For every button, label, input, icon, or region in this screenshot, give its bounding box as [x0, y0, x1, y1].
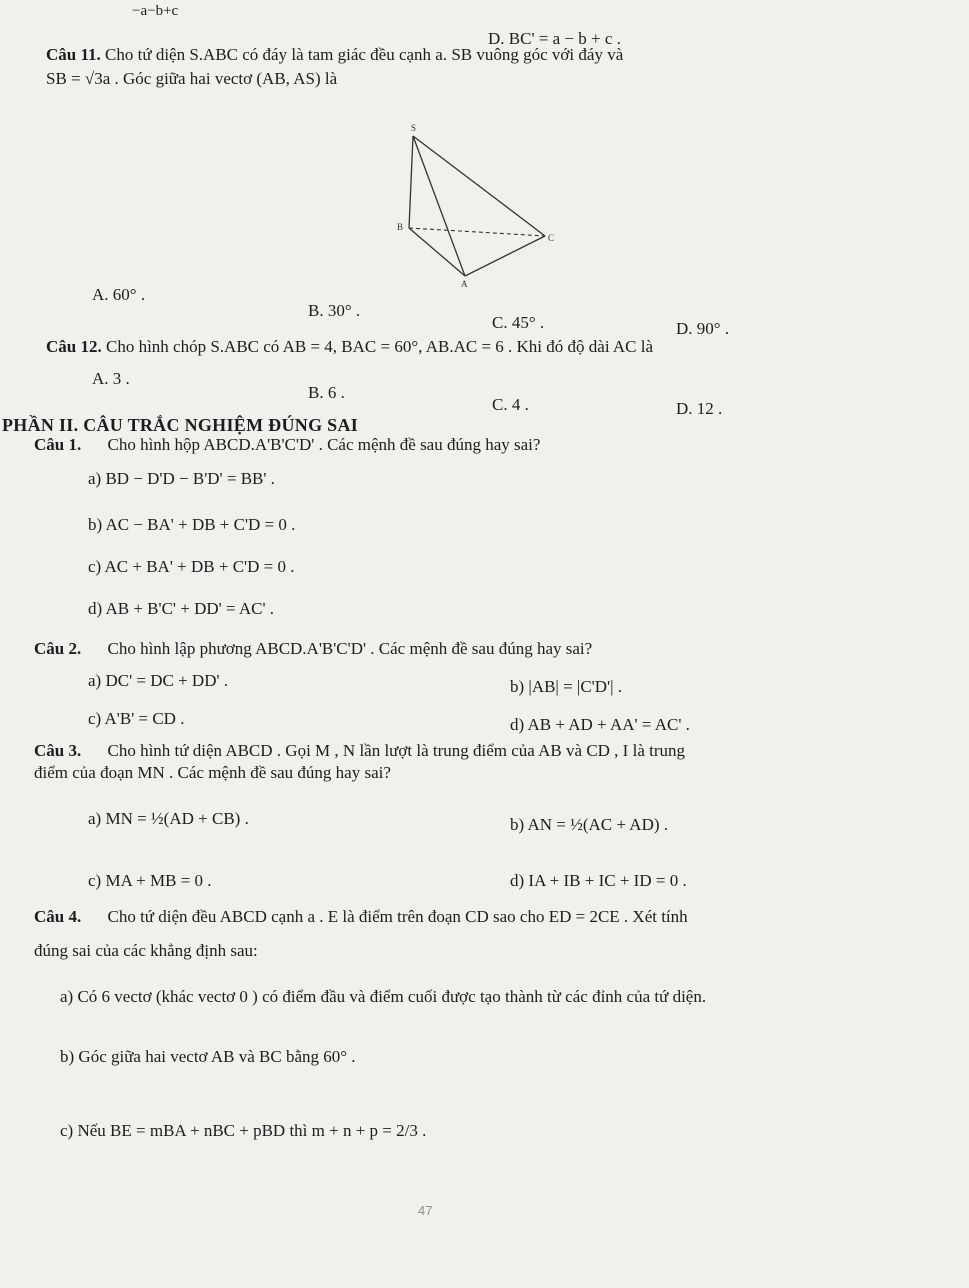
c2-statement-c: c) A'B' = CD .	[88, 709, 185, 728]
c3-text1: Cho hình tứ diện ABCD . Gọi M , N lần lượt là trung điểm của AB và CD , I là trung	[107, 741, 685, 760]
c1-text: Cho hình hộp ABCD.A'B'C'D' . Các mệnh đề sau đúng hay sai?	[107, 435, 541, 454]
q11-prev-option-d: D. BC' = a − b + c .	[488, 29, 621, 48]
label-s: S	[411, 123, 417, 133]
c4-statement-c: c) Nếu BE = mBA + nBC + pBD thì m + n + p = 2/3 .	[60, 1121, 427, 1140]
c4-block	[34, 906, 688, 928]
c3-statement-a: a) MN = ½(AD + CB) .	[88, 809, 249, 828]
c2-block	[34, 638, 592, 660]
section-title: PHẦN II. CÂU TRẮC NGHIỆM ĐÚNG SAI	[2, 415, 359, 435]
top-fragment: −a−b+c	[132, 3, 179, 19]
edge-sa	[413, 136, 465, 276]
q11-option-c: C. 45° .	[492, 313, 545, 332]
edge-sc	[413, 136, 545, 236]
c2-text: Cho hình lập phương ABCD.A'B'C'D' . Các mệnh đề sau đúng hay sai?	[107, 639, 593, 658]
c1-label: Câu 1.	[34, 435, 82, 454]
edge-ac	[465, 236, 545, 276]
label-b: B	[397, 222, 404, 232]
c3-block	[34, 740, 685, 762]
c4-label: Câu 4.	[34, 907, 82, 926]
c2-statement-a: a) DC' = DC + DD' .	[88, 671, 229, 690]
tetrahedron-figure	[395, 120, 565, 290]
c1-statement-b: b) AC − BA' + DB + C'D = 0 .	[88, 515, 296, 534]
q11-line1: Cho tứ diện S.ABC có đáy là tam giác đều cạnh a. SB vuông góc với đáy và	[105, 45, 624, 64]
c3-statement-d: d) IA + IB + IC + ID = 0 .	[510, 871, 687, 890]
page-number: 47	[418, 1203, 433, 1218]
c2-statement-d: d) AB + AD + AA' = AC' .	[510, 715, 690, 734]
c3-statement-b: b) AN = ½(AC + AD) .	[510, 815, 669, 834]
q11-option-a: A. 60° .	[92, 285, 146, 304]
c4-text1: Cho tứ diện đều ABCD cạnh a . E là điểm trên đoạn CD sao cho ED = 2CE . Xét tính	[107, 907, 688, 926]
label-c: C	[548, 233, 555, 243]
c1-statement-c: c) AC + BA' + DB + C'D = 0 .	[88, 557, 295, 576]
q11-option-b: B. 30° .	[308, 301, 361, 320]
q12-block	[46, 336, 653, 358]
q11-label: Câu 11.	[46, 45, 101, 64]
c2-statement-b: b) |AB| = |C'D'| .	[510, 677, 622, 696]
c3-text2: điểm của đoạn MN . Các mệnh đề sau đúng hay sai?	[34, 763, 391, 782]
c3-label: Câu 3.	[34, 741, 82, 760]
q12-option-c: C. 4 .	[492, 395, 529, 414]
q11-line2: SB = √3a . Góc giữa hai vectơ (AB, AS) là	[46, 69, 338, 88]
q11-option-d: D. 90° .	[676, 319, 730, 338]
edge-sb	[409, 136, 413, 228]
edge-bc-hidden	[409, 228, 545, 236]
q12-label: Câu 12.	[46, 337, 102, 356]
q11-block	[46, 44, 623, 66]
q12-option-d: D. 12 .	[676, 399, 723, 418]
q12-text: Cho hình chóp S.ABC có AB = 4, BAC = 60°, AB.AC = 6 . Khi đó độ dài AC là	[105, 337, 653, 356]
c1-statement-d: d) AB + B'C' + DD' = AC' .	[88, 599, 275, 618]
c4-text2: đúng sai của các khẳng định sau:	[34, 941, 258, 960]
label-a: A	[461, 279, 468, 289]
c4-statement-b: b) Góc giữa hai vectơ AB và BC bằng 60° .	[60, 1047, 356, 1066]
c2-label: Câu 2.	[34, 639, 82, 658]
q12-option-b: B. 6 .	[308, 383, 345, 402]
c1-block	[34, 434, 540, 456]
q12-option-a: A. 3 .	[92, 369, 130, 388]
c3-statement-c: c) MA + MB = 0 .	[88, 871, 212, 890]
c1-statement-a: a) BD − D'D − B'D' = BB' .	[88, 469, 275, 488]
c4-statement-a: a) Có 6 vectơ (khác vectơ 0 ) có điểm đầu và điểm cuối được tạo thành từ các đỉnh của tứ diện.	[60, 987, 707, 1006]
